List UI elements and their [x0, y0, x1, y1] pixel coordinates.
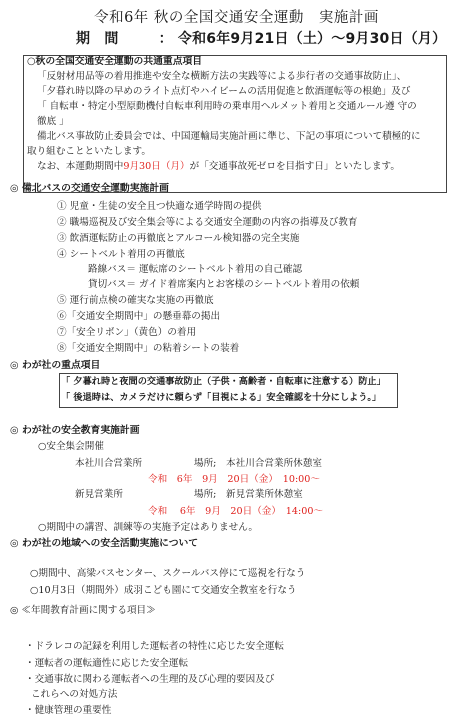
note-text: が「交通事故死ゼロを目指す日」といたします。: [189, 161, 400, 172]
office-name: 新見営業所: [75, 489, 123, 500]
priority-item: 「反射材用品等の着用推進や安全な横断方法の実践等による歩行者の交通事故防止」、: [37, 71, 407, 82]
plan-item: ② 職場巡視及び安全集会等による交通安全運動の内容の指導及び教育: [57, 217, 358, 228]
annual-item: ・運転者の運転適性に応じた安全運転: [25, 658, 189, 669]
meeting-date: 令和 6年 9月 20日（金） 14:00～: [148, 506, 324, 517]
campaign-period: [76, 28, 446, 48]
zero-fatality-day-note: [37, 160, 400, 174]
meeting-place: 場所; 新見営業所休憩室: [194, 489, 303, 500]
plan-item: ⑦「安全リボン」（黄色）の着用: [57, 327, 197, 338]
priorities-body: 備北バス事故防止委員会では、中国運輸局実施計画に準じ、下記の事項について積極的に: [37, 131, 421, 142]
priority-item: 「 自転車・特定小型原動機付自転車利用時の乗車用ヘルメット着用と交通ルール遵 守の: [37, 101, 417, 112]
plan-item: ④ シートベルト着用の再徹底: [57, 249, 185, 260]
focus-item: 「 夕暮れ時と夜間の交通事故防止（子供・高齢者・自転車に注意する）防止」: [61, 376, 386, 387]
page-title: 令和6年 秋の全国交通安全運動 実施計画: [94, 10, 379, 26]
annual-plan-heading: ◎ ≪年間教育計画に関する項目≫: [10, 605, 156, 616]
priorities-body: 取り組むことといたします。: [27, 146, 151, 157]
priority-item: 「夕暮れ時以降の早めのライト点灯やハイビームの活用促進と飲酒運転等の根絶」及び: [37, 86, 411, 97]
community-item: ○10月3日（期間外）成羽こども園にて交通安全教室を行なう: [30, 585, 297, 596]
zero-fatality-date: 9月30日（月）: [123, 161, 190, 172]
seatbelt-route-bus: 路線バス＝ 運転席のシートベルト着用の自己確認: [88, 264, 303, 275]
plan-item: ⑥「交通安全期間中」の懸垂幕の掲出: [57, 311, 221, 322]
plan-item: ⑧「交通安全期間中」の粘着シートの装着: [57, 343, 240, 354]
annual-item: ・健康管理の重要性: [25, 705, 112, 716]
seatbelt-charter-bus: 貸切バス＝ ガイド着席案内とお客様のシートベルト着用の依頼: [88, 279, 360, 290]
office-name: 本社川合営業所: [75, 458, 143, 469]
plan-item: ③ 飲酒運転防止の再徹底とアルコール検知器の完全実施: [57, 233, 300, 244]
community-heading: ◎ わが社の地域への安全活動実施について: [10, 538, 199, 549]
period-colon: ：: [158, 31, 173, 47]
annual-item: ・交通事故に関わる運転者への生理的及び心理的要因及び: [25, 674, 275, 685]
priority-item: 徹底 」: [37, 116, 69, 127]
education-note: ○期間中の講習、訓練等の実施予定はありません。: [38, 522, 259, 533]
meeting-place: 場所; 本社川合営業所休憩室: [194, 458, 322, 469]
annual-item: ・ドラレコの記録を利用した運転者の特性に応じた安全運転: [25, 641, 285, 652]
period-value: 令和6年9月21日（土）～9月30日（月）: [177, 31, 447, 47]
education-heading: ◎ わが社の安全教育実施計画: [10, 425, 140, 436]
bihoku-plan-heading: ◎ 備北バスの交通安全運動実施計画: [10, 183, 169, 194]
annual-item: これらへの対処方法: [31, 689, 118, 700]
note-text: なお、本運動期間中: [37, 161, 124, 172]
focus-item: 「 後退時は、カメラだけに頼らず「目視による」安全確認を十分にしよう。」: [61, 392, 382, 403]
safety-meeting-heading: ○安全集会開催: [38, 441, 104, 452]
meeting-date: 令和 6年 9月 20日（金） 10:00～: [148, 474, 320, 485]
plan-item: ① 児童・生徒の安全且つ快適な通学時間の提供: [57, 201, 262, 212]
priorities-heading: ○秋の全国交通安全運動の共通重点項目: [27, 56, 203, 67]
company-focus-heading: ◎ わが社の重点項目: [10, 360, 101, 371]
community-item: ○期間中、高梁バスセンター、スクールバス停にて巡視を行なう: [30, 568, 306, 579]
plan-item: ⑤ 運行前点検の確実な実施の再徹底: [57, 295, 214, 306]
period-label: 期 間: [76, 31, 119, 47]
